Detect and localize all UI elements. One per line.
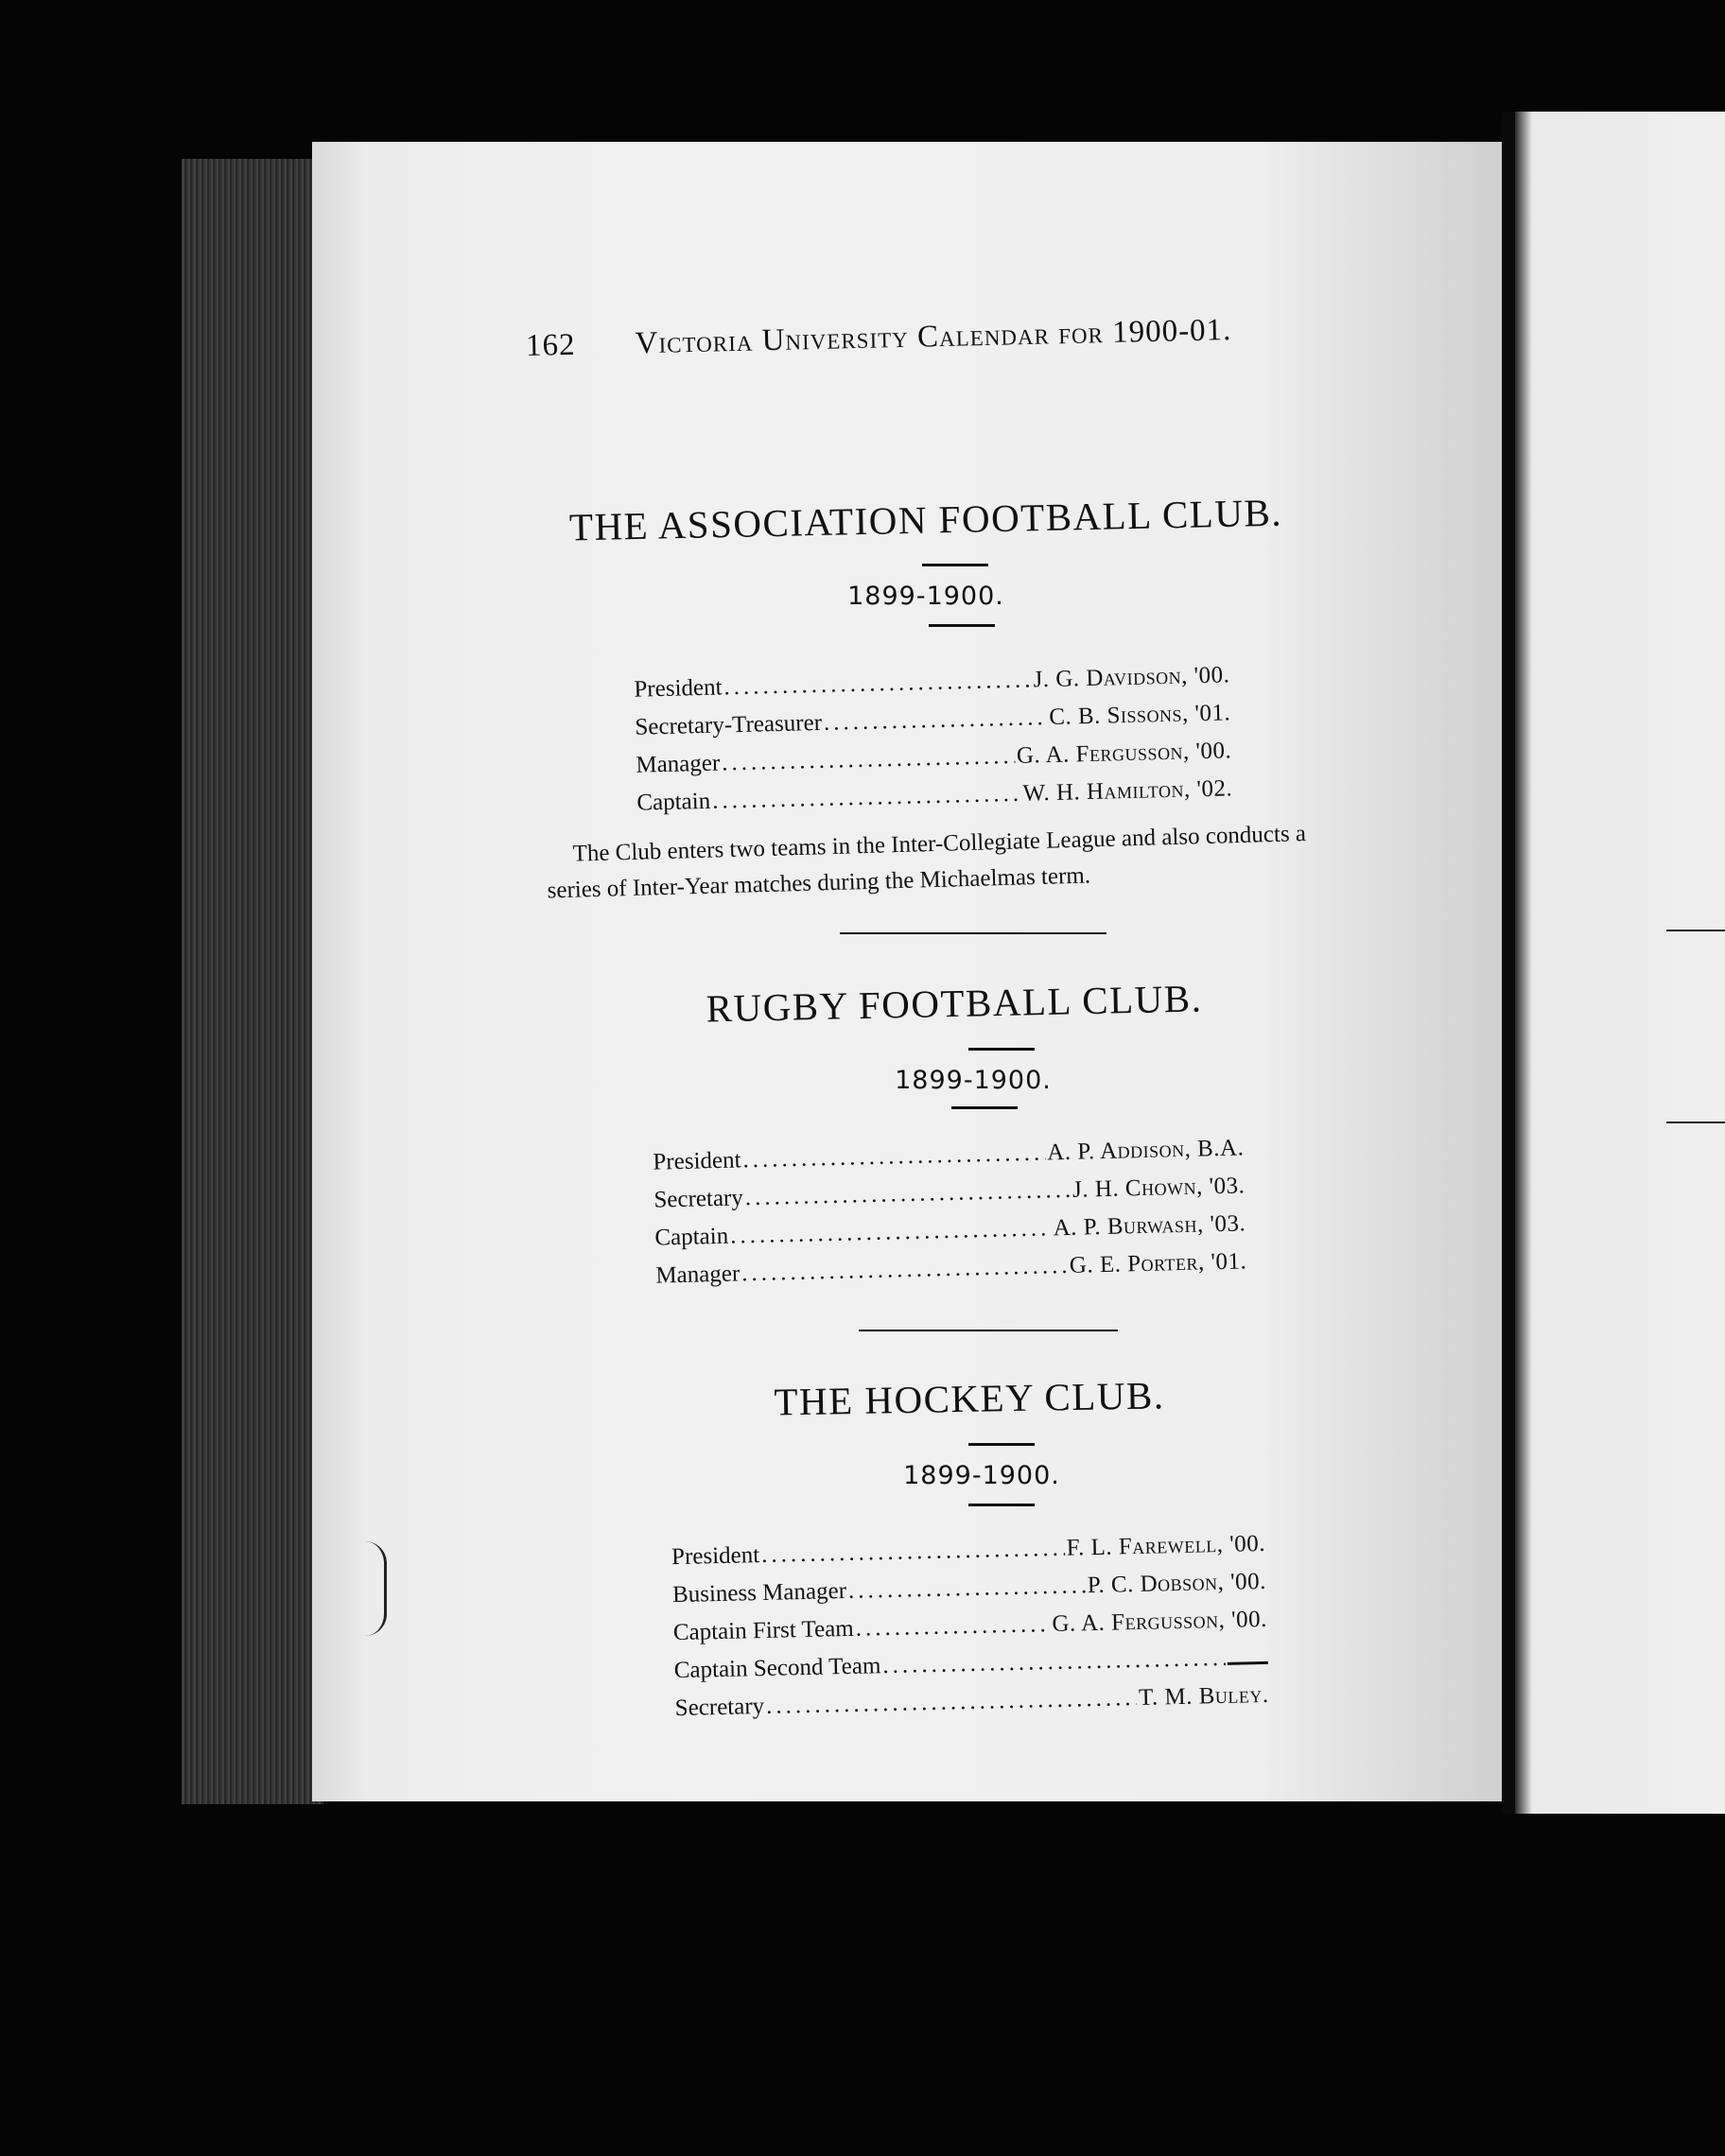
- rugby-football-section: [312, 976, 1502, 1109]
- vacant-name-line: [1227, 1661, 1268, 1665]
- officer-role: President: [634, 674, 723, 703]
- officer-role: Captain First Team: [672, 1615, 855, 1646]
- hockey-section: [312, 1373, 1502, 1506]
- officer-name: C. B. Sissons, '01.: [1048, 700, 1231, 730]
- leader-dots: [848, 1573, 1086, 1605]
- title-rule: [968, 1048, 1035, 1051]
- title-rule: [922, 564, 988, 566]
- officer-name: W. H. Hamilton, '02.: [1022, 775, 1233, 807]
- year-rule: [951, 1106, 1018, 1109]
- page-number: 162: [525, 327, 576, 363]
- running-head: [526, 311, 1302, 364]
- officer-name: F. L. Farewell, '00.: [1066, 1530, 1266, 1561]
- officer-role: President: [653, 1147, 741, 1175]
- officer-name: J. G. Davidson, '00.: [1033, 662, 1230, 693]
- section-year: 1899-1900.: [847, 582, 1004, 611]
- officer-name: G. E. Porter, '01.: [1069, 1248, 1247, 1278]
- leader-dots: [723, 667, 1032, 701]
- section-year: 1899-1900.: [895, 1066, 1052, 1095]
- year-rule: [929, 624, 995, 627]
- officer-name: P. C. Dobson, '00.: [1087, 1568, 1267, 1599]
- officer-role: Captain Second Team: [673, 1653, 881, 1684]
- year-rule: [968, 1504, 1035, 1506]
- calendar-page: [312, 142, 1502, 1801]
- leader-dots: [824, 704, 1048, 737]
- leader-dots: [761, 1536, 1065, 1569]
- book-gutter: [1502, 112, 1515, 1814]
- section-title: RUGBY FOOTBALL CLUB.: [706, 976, 1203, 1031]
- officer-role: Secretary: [653, 1185, 744, 1213]
- officer-name: J. H. Chown, '03.: [1072, 1173, 1246, 1203]
- section-title: THE HOCKEY CLUB.: [774, 1373, 1165, 1424]
- officer-name: A. P. Burwash, '03.: [1053, 1210, 1246, 1242]
- officer-name: T. M. Buley.: [1138, 1681, 1269, 1711]
- rugby-officers: [653, 1135, 1247, 1300]
- running-head-title: Victoria University Calendar for 1900-01.: [635, 313, 1232, 361]
- officer-role: Business Manager: [671, 1577, 847, 1608]
- leader-dots: [855, 1611, 1050, 1643]
- book-page-edges: [182, 159, 323, 1804]
- officer-name: G. A. Fergusson, '00.: [1052, 1606, 1268, 1638]
- section-title: THE ASSOCIATION FOOTBALL CLUB.: [568, 490, 1283, 549]
- title-rule: [968, 1443, 1035, 1446]
- officer-name: G. A. Fergusson, '00.: [1016, 738, 1232, 769]
- officer-name: A. P. Addison, B.A.: [1046, 1135, 1245, 1166]
- officer-role: Manager: [655, 1261, 741, 1289]
- officer-role: Manager: [636, 750, 721, 778]
- officer-role: Captain: [636, 788, 711, 816]
- association-officers: [634, 662, 1233, 827]
- association-football-section: [312, 490, 1502, 627]
- leader-dots: [742, 1140, 1045, 1174]
- facing-page-rule: [1666, 1121, 1725, 1123]
- facing-page: [1515, 112, 1725, 1814]
- officer-role: Captain: [654, 1223, 729, 1251]
- facing-page-rule: [1666, 930, 1725, 931]
- margin-pencil-mark: [365, 1541, 387, 1636]
- section-divider: [840, 932, 1106, 934]
- officer-role: President: [671, 1542, 760, 1571]
- hockey-officers: [671, 1531, 1269, 1733]
- association-note: The Club enters two teams in the Inter-Collegiate League and also conducts a series of Inter-Year matches during the Michaelmas term.: [547, 821, 1307, 904]
- officer-role: Secretary-Treasurer: [635, 709, 823, 740]
- section-divider: [859, 1330, 1118, 1331]
- section-year: 1899-1900.: [903, 1461, 1060, 1490]
- officer-role: Secretary: [674, 1693, 765, 1722]
